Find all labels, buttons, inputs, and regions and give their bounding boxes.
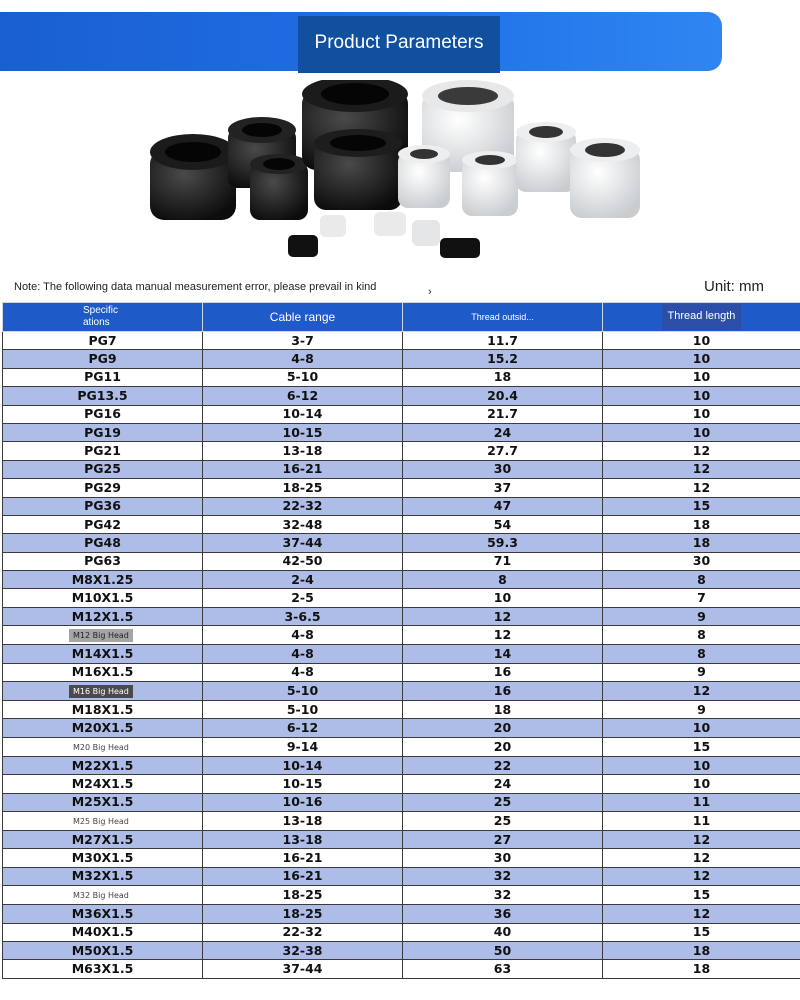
cell-cable-range: 10-14 xyxy=(203,405,403,423)
big-head-tag: M12 Big Head xyxy=(69,629,133,642)
cell-thread-outside: 21.7 xyxy=(403,405,603,423)
cell-thread-outside: 20 xyxy=(403,737,603,756)
cell-specification: M40X1.5 xyxy=(3,923,203,941)
cell-thread-length: 10 xyxy=(603,405,800,423)
cell-specification: M22X1.5 xyxy=(3,756,203,774)
table-row xyxy=(3,775,800,793)
cell-specification: PG36 xyxy=(3,497,203,515)
table-row xyxy=(3,368,800,386)
big-head-tag: M32 Big Head xyxy=(69,889,133,902)
cell-thread-outside: 27.7 xyxy=(403,442,603,460)
table-row xyxy=(3,701,800,719)
table-row xyxy=(3,682,800,701)
cell-thread-length: 9 xyxy=(603,701,800,719)
cable-glands-product-image xyxy=(130,80,670,270)
cell-cable-range: 13-18 xyxy=(203,442,403,460)
big-head-tag: M20 Big Head xyxy=(69,741,133,754)
cell-thread-length: 15 xyxy=(603,737,800,756)
cell-thread-length: 12 xyxy=(603,905,800,923)
cell-specification: M25X1.5 xyxy=(3,793,203,811)
cell-specification: M16X1.5 xyxy=(3,663,203,681)
cell-specification: PG48 xyxy=(3,534,203,552)
cell-thread-length: 10 xyxy=(603,332,800,350)
cell-thread-outside: 12 xyxy=(403,626,603,645)
cell-thread-outside: 27 xyxy=(403,830,603,848)
cell-cable-range: 5-10 xyxy=(203,368,403,386)
cell-cable-range: 32-38 xyxy=(203,941,403,959)
cell-cable-range: 4-8 xyxy=(203,350,403,368)
table-row xyxy=(3,515,800,533)
cell-thread-length: 8 xyxy=(603,571,800,589)
cell-thread-outside: 22 xyxy=(403,756,603,774)
cell-thread-outside: 8 xyxy=(403,571,603,589)
cell-specification xyxy=(3,682,203,701)
cell-thread-outside: 24 xyxy=(403,423,603,441)
cell-cable-range: 4-8 xyxy=(203,663,403,681)
cell-thread-length: 18 xyxy=(603,960,800,978)
cell-thread-outside: 63 xyxy=(403,960,603,978)
cell-cable-range: 3-7 xyxy=(203,332,403,350)
unit-label: Unit: mm xyxy=(704,278,764,295)
cell-thread-outside: 36 xyxy=(403,905,603,923)
cell-thread-outside: 15.2 xyxy=(403,350,603,368)
cell-thread-outside: 37 xyxy=(403,479,603,497)
cell-thread-length: 15 xyxy=(603,886,800,905)
table-header-row xyxy=(3,303,800,332)
cell-thread-length: 18 xyxy=(603,941,800,959)
cell-thread-length: 30 xyxy=(603,552,800,570)
header-thread-length-label: Thread length xyxy=(662,304,742,330)
cell-specification: M32X1.5 xyxy=(3,867,203,885)
cell-specification: M30X1.5 xyxy=(3,849,203,867)
cell-cable-range: 10-15 xyxy=(203,423,403,441)
cell-specification: PG25 xyxy=(3,460,203,478)
cell-thread-length: 10 xyxy=(603,368,800,386)
cell-specification: M63X1.5 xyxy=(3,960,203,978)
cell-cable-range: 22-32 xyxy=(203,923,403,941)
cell-cable-range: 2-4 xyxy=(203,571,403,589)
table-row xyxy=(3,626,800,645)
cell-cable-range: 22-32 xyxy=(203,497,403,515)
table-row xyxy=(3,552,800,570)
cell-specification: M14X1.5 xyxy=(3,645,203,663)
big-head-tag: M16 Big Head xyxy=(69,685,133,698)
cell-thread-length: 8 xyxy=(603,626,800,645)
table-row xyxy=(3,607,800,625)
cell-thread-length: 12 xyxy=(603,867,800,885)
cell-cable-range: 18-25 xyxy=(203,479,403,497)
cell-thread-length: 10 xyxy=(603,423,800,441)
cell-specification: PG13.5 xyxy=(3,387,203,405)
header-cable-range: Cable range xyxy=(203,303,403,332)
table-row xyxy=(3,350,800,368)
table-row xyxy=(3,479,800,497)
cell-thread-outside: 16 xyxy=(403,663,603,681)
table-row xyxy=(3,793,800,811)
cell-thread-length: 15 xyxy=(603,923,800,941)
cell-thread-length: 10 xyxy=(603,775,800,793)
cell-specification: PG42 xyxy=(3,515,203,533)
cell-thread-length: 7 xyxy=(603,589,800,607)
cell-thread-outside: 10 xyxy=(403,589,603,607)
cell-thread-length: 12 xyxy=(603,830,800,848)
table-row xyxy=(3,442,800,460)
cell-specification: PG63 xyxy=(3,552,203,570)
cell-thread-length: 8 xyxy=(603,645,800,663)
cell-thread-length: 10 xyxy=(603,756,800,774)
cell-specification: M36X1.5 xyxy=(3,905,203,923)
cell-thread-length: 9 xyxy=(603,663,800,681)
cell-cable-range: 16-21 xyxy=(203,849,403,867)
cell-thread-length: 10 xyxy=(603,350,800,368)
cell-specification: M50X1.5 xyxy=(3,941,203,959)
table-row xyxy=(3,571,800,589)
cell-thread-outside: 12 xyxy=(403,607,603,625)
cell-specification: PG11 xyxy=(3,368,203,386)
cell-specification: PG16 xyxy=(3,405,203,423)
cell-thread-outside: 30 xyxy=(403,849,603,867)
cell-specification: M12X1.5 xyxy=(3,607,203,625)
cell-cable-range: 6-12 xyxy=(203,719,403,737)
cell-thread-outside: 20 xyxy=(403,719,603,737)
cell-thread-outside: 59.3 xyxy=(403,534,603,552)
measurement-note: Note: The following data manual measurement error, please prevail in kind xyxy=(14,281,377,293)
cell-thread-outside: 25 xyxy=(403,811,603,830)
cell-specification: M20X1.5 xyxy=(3,719,203,737)
cell-thread-length: 12 xyxy=(603,849,800,867)
cell-thread-length: 12 xyxy=(603,479,800,497)
header-thread-length xyxy=(603,303,800,332)
header-thread-outside: Thread outsid... xyxy=(403,303,603,332)
table-row xyxy=(3,497,800,515)
parameters-table xyxy=(2,302,800,979)
table-row xyxy=(3,867,800,885)
header-spec-line2: ations xyxy=(83,317,110,328)
cell-specification: PG29 xyxy=(3,479,203,497)
cell-thread-outside: 14 xyxy=(403,645,603,663)
cell-thread-length: 11 xyxy=(603,793,800,811)
table-row xyxy=(3,719,800,737)
cell-cable-range: 18-25 xyxy=(203,886,403,905)
cell-thread-length: 15 xyxy=(603,497,800,515)
table-row xyxy=(3,645,800,663)
cell-thread-outside: 24 xyxy=(403,775,603,793)
cell-thread-outside: 50 xyxy=(403,941,603,959)
cell-cable-range: 3-6.5 xyxy=(203,607,403,625)
cell-specification: M24X1.5 xyxy=(3,775,203,793)
cell-specification: M10X1.5 xyxy=(3,589,203,607)
cell-cable-range: 42-50 xyxy=(203,552,403,570)
table-row xyxy=(3,905,800,923)
table-row xyxy=(3,830,800,848)
cell-cable-range: 4-8 xyxy=(203,626,403,645)
cell-cable-range: 10-16 xyxy=(203,793,403,811)
cell-cable-range: 18-25 xyxy=(203,905,403,923)
cell-thread-length: 10 xyxy=(603,387,800,405)
table-row xyxy=(3,849,800,867)
cell-cable-range: 6-12 xyxy=(203,387,403,405)
cell-cable-range: 5-10 xyxy=(203,682,403,701)
table-row xyxy=(3,960,800,978)
cell-thread-outside: 47 xyxy=(403,497,603,515)
cell-thread-outside: 18 xyxy=(403,368,603,386)
cell-specification xyxy=(3,811,203,830)
table-row xyxy=(3,923,800,941)
cell-cable-range: 10-14 xyxy=(203,756,403,774)
cell-cable-range: 5-10 xyxy=(203,701,403,719)
cell-thread-outside: 11.7 xyxy=(403,332,603,350)
table-row xyxy=(3,332,800,350)
cell-cable-range: 16-21 xyxy=(203,867,403,885)
cell-cable-range: 13-18 xyxy=(203,830,403,848)
cell-thread-length: 18 xyxy=(603,515,800,533)
cell-thread-outside: 71 xyxy=(403,552,603,570)
table-row xyxy=(3,460,800,478)
cell-cable-range: 37-44 xyxy=(203,960,403,978)
table-row xyxy=(3,663,800,681)
cell-thread-outside: 54 xyxy=(403,515,603,533)
header-spec-line1: Specific xyxy=(83,305,119,316)
cell-specification: M18X1.5 xyxy=(3,701,203,719)
cell-specification xyxy=(3,626,203,645)
cell-thread-length: 9 xyxy=(603,607,800,625)
cell-thread-outside: 16 xyxy=(403,682,603,701)
cell-thread-length: 18 xyxy=(603,534,800,552)
table-row xyxy=(3,886,800,905)
cell-thread-outside: 25 xyxy=(403,793,603,811)
cell-specification: PG7 xyxy=(3,332,203,350)
table-row xyxy=(3,405,800,423)
table-row xyxy=(3,423,800,441)
cell-cable-range: 10-15 xyxy=(203,775,403,793)
big-head-tag: M25 Big Head xyxy=(69,815,133,828)
cell-cable-range: 9-14 xyxy=(203,737,403,756)
cell-thread-outside: 32 xyxy=(403,867,603,885)
cell-thread-length: 12 xyxy=(603,460,800,478)
cell-thread-outside: 30 xyxy=(403,460,603,478)
table-row xyxy=(3,737,800,756)
cell-cable-range: 4-8 xyxy=(203,645,403,663)
table-row xyxy=(3,756,800,774)
cell-cable-range: 2-5 xyxy=(203,589,403,607)
cell-specification: PG9 xyxy=(3,350,203,368)
cell-thread-length: 12 xyxy=(603,682,800,701)
table-row xyxy=(3,811,800,830)
cell-thread-length: 10 xyxy=(603,719,800,737)
header-specifications xyxy=(3,303,203,332)
cell-specification xyxy=(3,886,203,905)
table-row xyxy=(3,941,800,959)
cell-thread-outside: 32 xyxy=(403,886,603,905)
table-row xyxy=(3,589,800,607)
cell-thread-outside: 40 xyxy=(403,923,603,941)
cell-thread-length: 11 xyxy=(603,811,800,830)
cell-cable-range: 13-18 xyxy=(203,811,403,830)
cell-specification xyxy=(3,737,203,756)
cell-thread-length: 12 xyxy=(603,442,800,460)
cell-cable-range: 16-21 xyxy=(203,460,403,478)
table-row xyxy=(3,534,800,552)
cell-thread-outside: 20.4 xyxy=(403,387,603,405)
table-row xyxy=(3,387,800,405)
cell-specification: PG19 xyxy=(3,423,203,441)
cell-specification: PG21 xyxy=(3,442,203,460)
cell-cable-range: 32-48 xyxy=(203,515,403,533)
page-title: Product Parameters xyxy=(298,16,500,73)
cell-thread-outside: 18 xyxy=(403,701,603,719)
note-mark: › xyxy=(428,286,432,298)
cell-specification: M8X1.25 xyxy=(3,571,203,589)
cell-specification: M27X1.5 xyxy=(3,830,203,848)
cell-cable-range: 37-44 xyxy=(203,534,403,552)
